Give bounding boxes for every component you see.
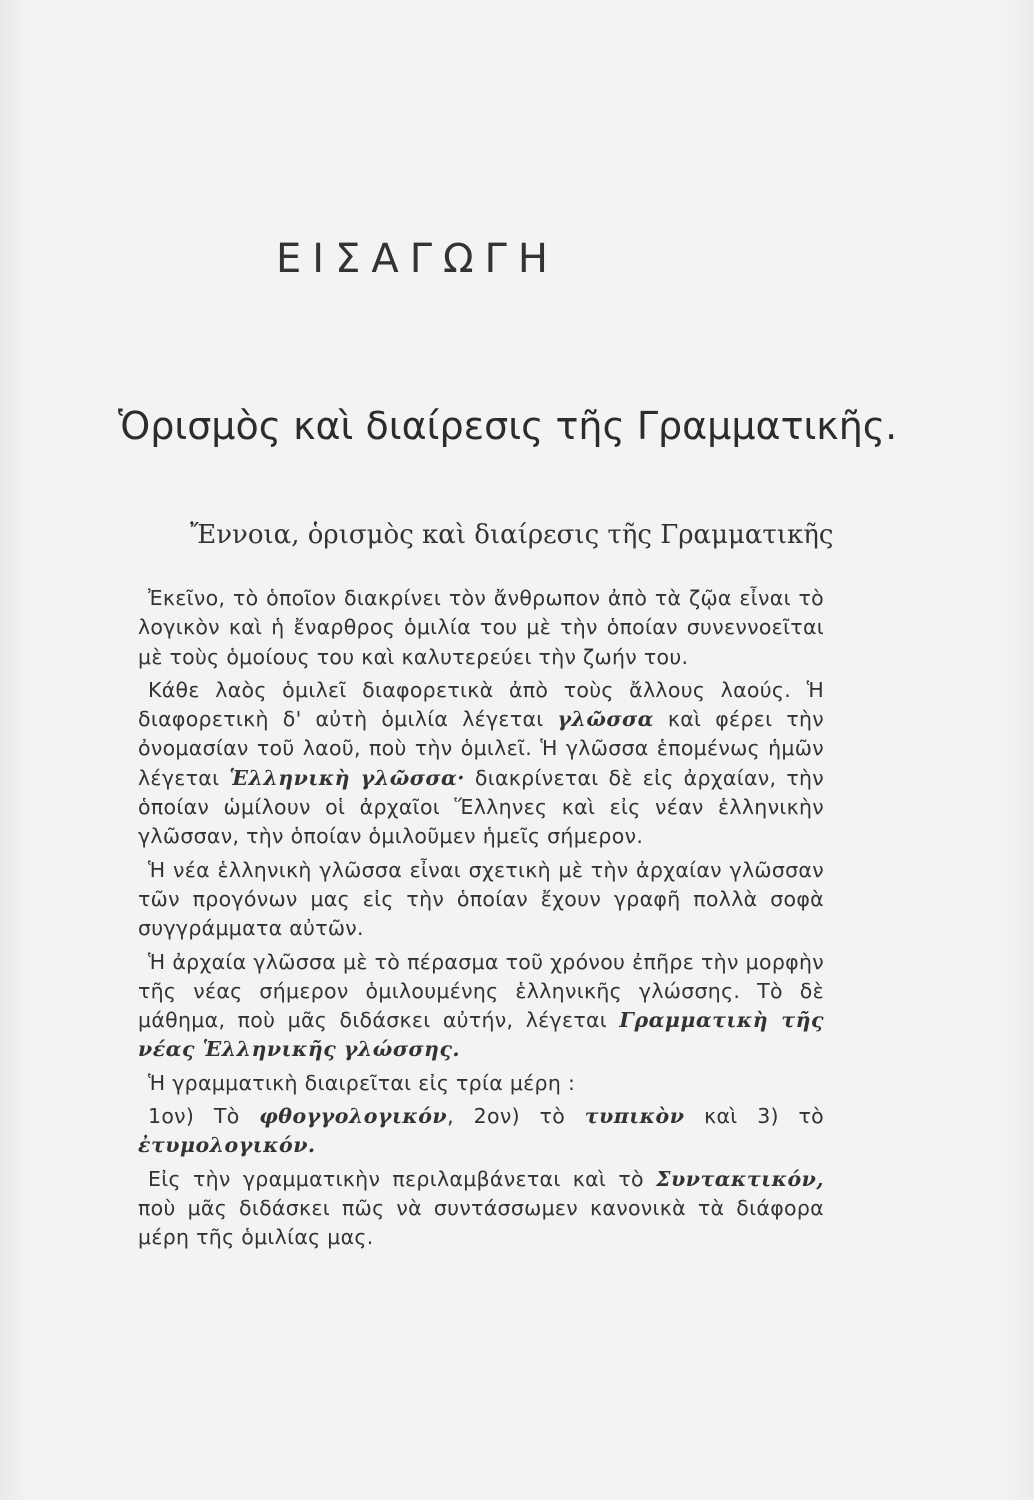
paragraph-5	[138, 1069, 824, 1098]
term-fthoggologikon: φθογγολογικόν	[259, 1104, 448, 1129]
paragraph-6-text-b: , 2ον) τὸ	[447, 1104, 585, 1129]
paragraph-7-text-b: ποὺ μᾶς διδάσκει πῶς νὰ συντάσσωμεν κανονικὰ τὰ διάφορα μέρη τῆς ὁμιλίας μας.	[138, 1195, 824, 1250]
paragraph-5-text: Ἡ γραμματικὴ διαιρεῖται εἰς τρία μέρη :	[148, 1070, 576, 1095]
term-etymologikon: ἐτυμολογικόν.	[138, 1133, 316, 1158]
paragraph-2-text-c: διακρίνεται δὲ εἰς ἀρχαίαν, τὴν ὁποίαν ὡμίλουν οἱ ἀρχαῖοι Ἕλληνες καὶ εἰς νέαν ἑλληνικὴν γλῶσσαν, τὴν ὁποίαν ὁμιλοῦμεν ἡμεῖς σήμερον.	[138, 765, 825, 849]
term-glossa: γλῶσσα	[557, 707, 654, 732]
paragraph-7	[138, 1165, 824, 1253]
paragraph-1	[138, 584, 824, 672]
term-syntaktikon: Συντακτικόν,	[656, 1166, 824, 1191]
paragraph-2	[138, 676, 824, 852]
paragraph-4-text-a: Ἡ ἀρχαία γλῶσσα μὲ τὸ πέρασμα τοῦ χρόνου ἐπῆρε τὴν μορφὴν τῆς νέας σήμερον ὁμιλουμένης ἑλληνικῆς γλώσσης. Τὸ δὲ μάθημα, ποὺ μᾶς διδάσκει αὐτήν, λέγεται	[138, 949, 824, 1033]
paragraph-2-text-a: Κάθε λαὸς ὁμιλεῖ διαφορετικὰ ἀπὸ τοὺς ἄλλους λαούς. Ἡ διαφορετικὴ δ' αὐτὴ ὁμιλία λέγεται	[138, 677, 824, 732]
paragraph-2-text-b: καὶ φέρει τὴν ὀνομασίαν τοῦ λαοῦ, ποὺ τὴν ὁμιλεῖ. Ἡ γλῶσσα ἑπομένως ἡμῶν λέγεται	[138, 707, 825, 790]
paragraph-3-text: Ἡ νέα ἑλληνικὴ γλῶσσα εἶναι σχετικὴ μὲ τὴν ἀρχαίαν γλῶσσαν τῶν προγόνων μας εἰς τὴν ὁποίαν ἔχουν γραφῆ πολλὰ σοφὰ συγγράμματα αὐτῶν.	[138, 857, 824, 941]
paragraph-3	[138, 856, 824, 944]
paragraph-1-text: Ἐκεῖνο, τὸ ὁποῖον διακρίνει τὸν ἄνθρωπον ἀπὸ τὰ ζῷα εἶναι τὸ λογικὸν καὶ ἡ ἔναρθρος ὁμιλία του μὲ τὴν ὁποίαν συνεννοεῖται μὲ τοὺς ὁμοίους του καὶ καλυτερεύει τὴν ζωήν του.	[138, 586, 824, 669]
term-typikon: τυπικὸν	[584, 1104, 685, 1129]
paragraph-7-text-a: Εἰς τὴν γραμματικὴν περιλαμβάνεται καὶ τὸ	[148, 1166, 656, 1191]
paragraph-6-text-c: καὶ 3) τὸ	[684, 1104, 825, 1129]
body-text	[138, 584, 824, 1257]
paragraph-4	[138, 948, 824, 1065]
paragraph-6	[138, 1102, 824, 1161]
paragraph-6-text-a: 1ον) Τὸ	[148, 1104, 260, 1129]
term-grammatiki: Γραμματικὴ τῆς νέας Ἑλληνικῆς γλώσσης.	[138, 1008, 824, 1062]
subheading: Ἔννοια, ὁρισμὸς καὶ διαίρεσις τῆς Γραμματικῆς	[190, 520, 834, 550]
chapter-title: ΕΙΣΑΓΩΓΗ	[276, 236, 559, 282]
section-title: Ὁρισμὸς καὶ διαίρεσις τῆς Γραμματικῆς.	[118, 404, 898, 448]
term-elliniki-glossa: Ἑλληνικὴ γλῶσσα·	[229, 765, 465, 790]
